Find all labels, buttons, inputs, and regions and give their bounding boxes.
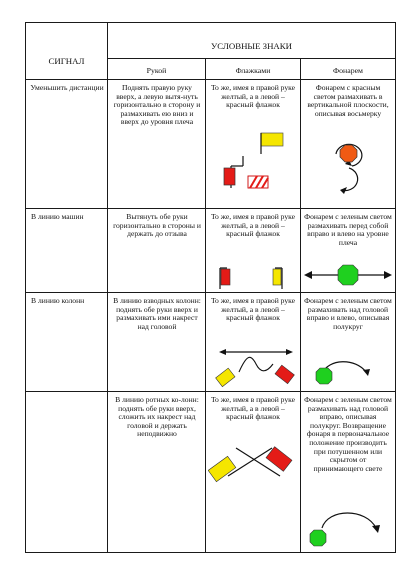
row3-signal: В линию колонн — [31, 296, 85, 305]
col-divider-1 — [107, 22, 108, 553]
table-border-right — [395, 22, 396, 553]
row-divider-3 — [25, 391, 395, 392]
table-border-bottom — [25, 552, 396, 553]
header-subdivider — [107, 58, 395, 59]
row2-hand: Вытянуть обе руки горизонтально в стороны и держать до отзыва — [113, 212, 201, 239]
flag-diagram-icon — [215, 130, 290, 195]
col-divider-2 — [205, 58, 206, 553]
crossed-flags-overhead-icon — [208, 440, 300, 484]
row3-lantern: Фонарем с зеленым светом размахивать над головой вправо и влево, описывая полукруг — [304, 296, 392, 331]
flags-horizontal-icon — [210, 262, 298, 290]
row3-flags: То же, имея в правой руке желтый, а в левой – красный флажок — [210, 296, 296, 323]
lantern-figure-eight-icon — [325, 142, 375, 206]
row2-signal: В линию машин — [31, 212, 84, 221]
row-divider-1 — [25, 208, 395, 209]
col-divider-3 — [300, 58, 301, 553]
row2-lantern: Фонарем с зеленым светом размахивать перед собой вправо и влево на уровне плеча — [304, 212, 392, 247]
row4-hand: В линию ротных ко-лонн: поднять обе руки вверх, сложить их накрест над головой и держать неподвижно — [115, 395, 199, 439]
header-signal: СИГНАЛ — [48, 56, 85, 66]
row1-signal: Уменьшить дистанции — [30, 83, 104, 92]
lantern-horizontal-swing-icon — [302, 260, 394, 290]
row1-hand: Поднять правую руку вверх, а левую вытя-нуть горизонтально в сторону и размахивать ею вниз и вверх до уровня плеча — [113, 83, 201, 127]
lantern-overhead-arc-icon — [312, 356, 376, 390]
header-lantern: Фонарем — [333, 66, 363, 75]
header-hand: Рукой — [146, 66, 167, 75]
table-border-top — [25, 22, 395, 23]
row-divider-2 — [25, 292, 395, 293]
lantern-return-arc-icon — [304, 498, 390, 550]
header-bottom-line — [25, 79, 395, 80]
table-border-left — [25, 22, 26, 553]
row3-hand: В линию взводных колонн: поднять обе руки вверх и размахивать ими накрест над головой — [113, 296, 201, 331]
row2-flags: То же, имея в правой руке желтый, а в левой – красный флажок — [210, 212, 296, 239]
row4-lantern: Фонарем с зеленым светом размахивать над головой вправо, описывая полукруг. Возвращение фонаря в первоначальное положение производить при потушенном или скрытом от принимающего свете — [304, 395, 392, 473]
header-flags: Флажками — [235, 66, 271, 75]
row1-flags: То же, имея в правой руке желтый, а в левой – красный флажок — [210, 83, 296, 110]
crossed-flags-swing-icon — [211, 344, 301, 388]
header-conventional-signs: УСЛОВНЫЕ ЗНАКИ — [211, 41, 292, 51]
row4-flags: То же, имея в правой руке желтый, а в левой – красный флажок — [210, 395, 296, 422]
row1-lantern: Фонарем с красным светом размахивать в вертикальной плоскости, описывая восьмерку — [307, 83, 389, 118]
